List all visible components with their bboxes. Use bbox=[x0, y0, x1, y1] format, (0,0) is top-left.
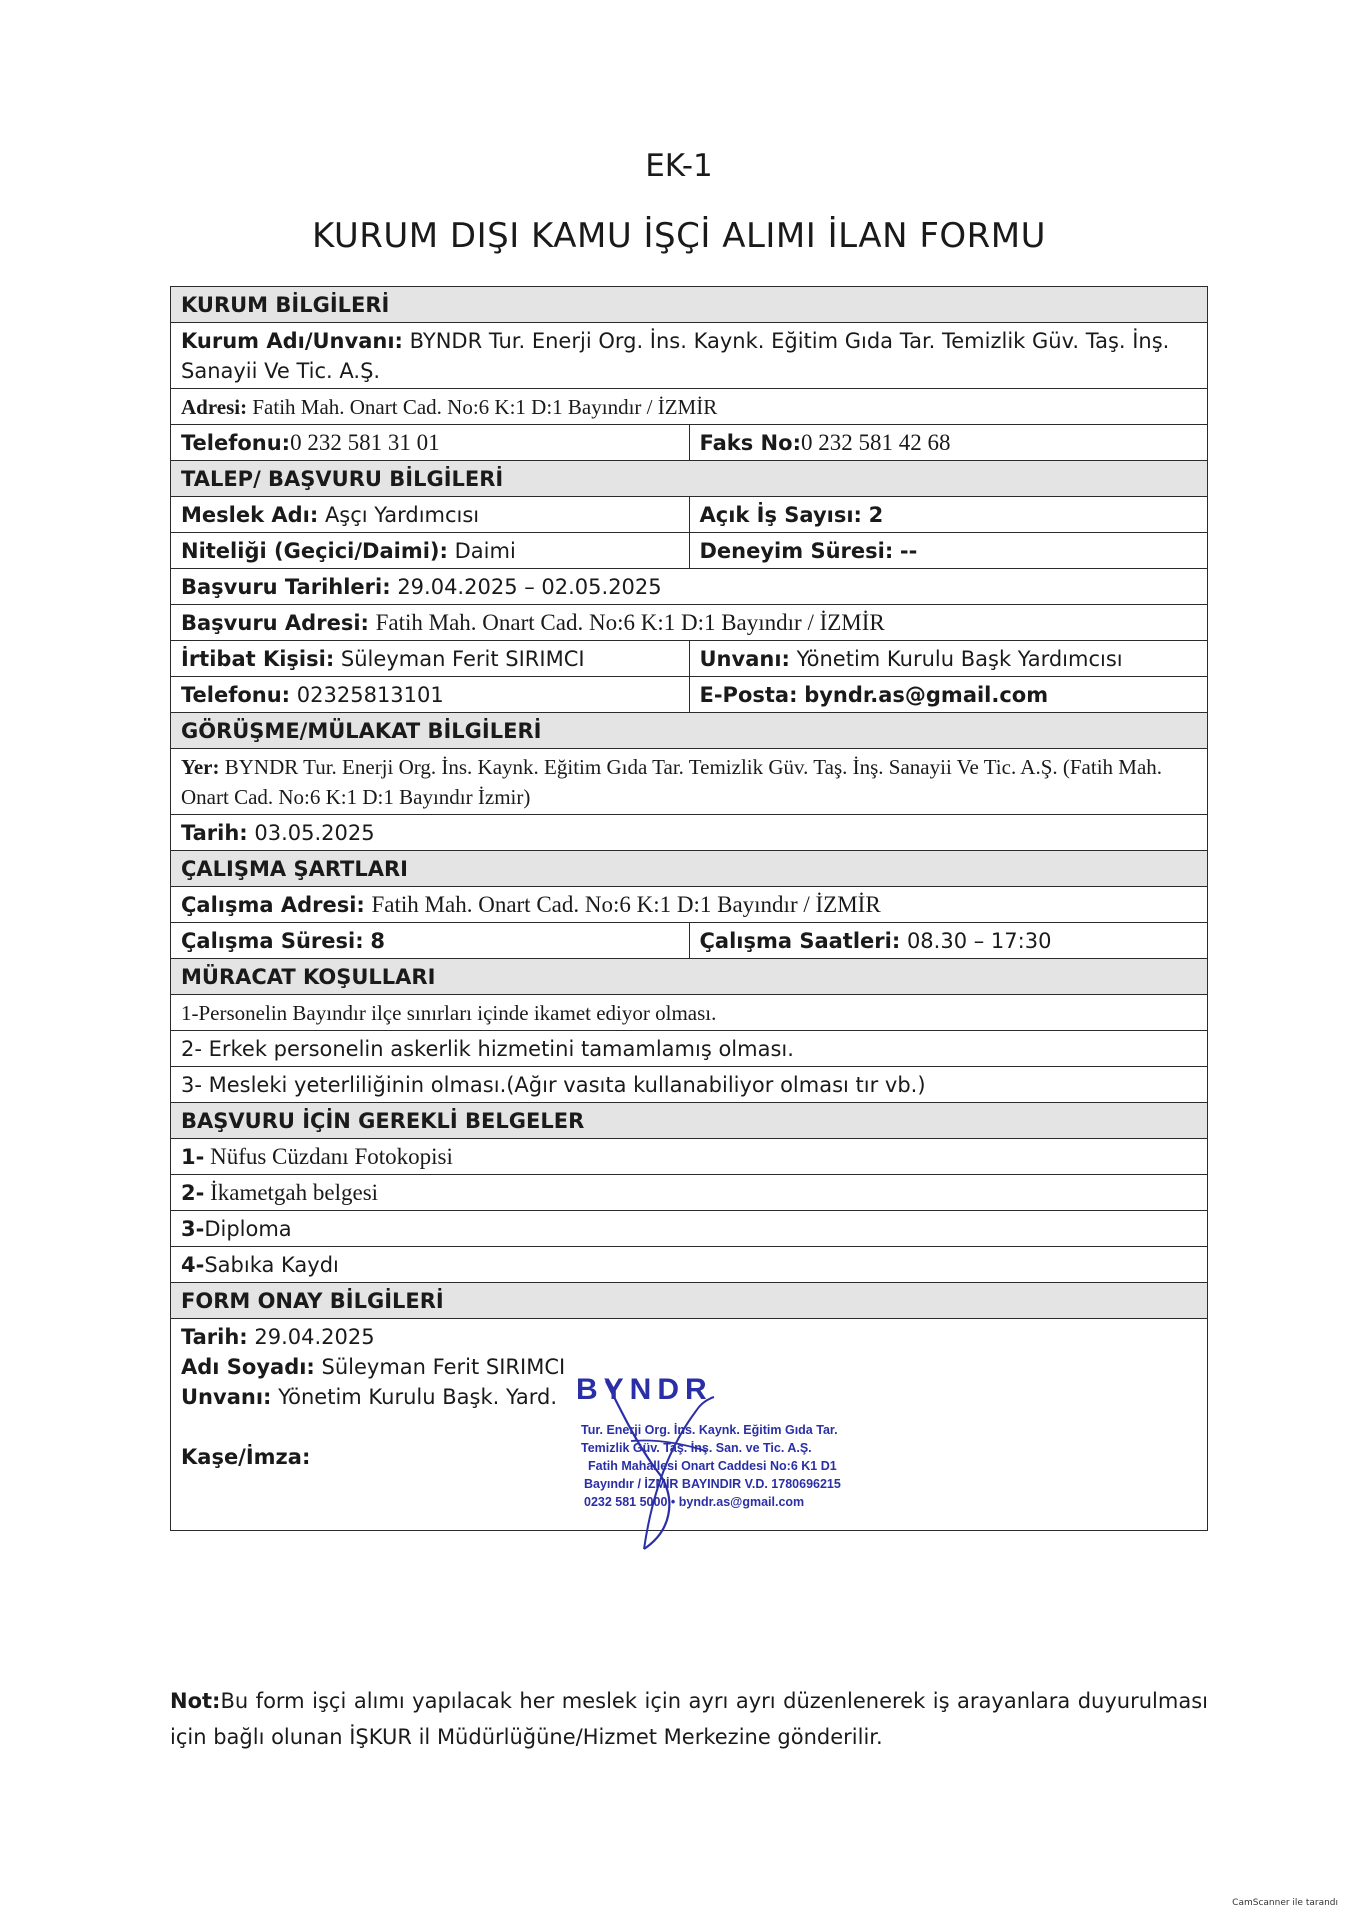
document-code: EK-1 bbox=[645, 148, 713, 184]
belge-text: Nüfus Cüzdanı Fotokopisi bbox=[204, 1144, 453, 1169]
gorusme-tarih-value: 03.05.2025 bbox=[254, 821, 375, 845]
eposta-value: byndr.as@gmail.com bbox=[804, 683, 1049, 707]
acik-is-label: Açık İş Sayısı: bbox=[699, 503, 862, 527]
calisma-saat-cell bbox=[689, 923, 1208, 959]
basvuru-tarih-cell bbox=[171, 569, 1208, 605]
onay-cell bbox=[171, 1319, 1208, 1531]
kurum-name-cell bbox=[171, 323, 1208, 389]
nitelik-cell bbox=[171, 533, 690, 569]
irtibat-cell bbox=[171, 641, 690, 677]
basvuru-adres-cell bbox=[171, 605, 1208, 641]
meslek-value: Aşçı Yardımcısı bbox=[324, 503, 480, 527]
onay-unvan-value: Yönetim Kurulu Başk. Yard. bbox=[278, 1385, 558, 1409]
kurum-name-value: BYNDR Tur. Enerji Org. İns. Kaynk. Eğitim Gıda Tar. Temizlik Güv. Taş. İnş. Sanayii Ve Tic. A.Ş. bbox=[181, 329, 1170, 383]
onay-unvan-label: Unvanı: bbox=[181, 1385, 272, 1409]
belge-num: 1- bbox=[181, 1145, 205, 1169]
basvuru-adres-label: Başvuru Adresi: bbox=[181, 611, 369, 635]
eposta-label: E-Posta: bbox=[699, 683, 798, 707]
onay-tarih-label: Tarih: bbox=[181, 1325, 248, 1349]
company-stamp bbox=[396, 1373, 841, 1551]
basvuru-tarih-label: Başvuru Tarihleri: bbox=[181, 575, 391, 599]
kurum-address-cell bbox=[171, 389, 1208, 425]
gorusme-tarih-cell bbox=[171, 815, 1208, 851]
onay-tarih-value: 29.04.2025 bbox=[254, 1325, 375, 1349]
kurum-fax-label: Faks No: bbox=[699, 431, 801, 455]
eposta-cell bbox=[689, 677, 1208, 713]
meslek-label: Meslek Adı: bbox=[181, 503, 319, 527]
belge-text: Sabıka Kaydı bbox=[204, 1253, 339, 1277]
kurum-fax-value: 0 232 581 42 68 bbox=[800, 430, 951, 455]
acik-is-cell bbox=[689, 497, 1208, 533]
belge-num: 3- bbox=[181, 1217, 205, 1241]
nitelik-label: Niteliği (Geçici/Daimi): bbox=[181, 539, 448, 563]
irtibat-label: İrtibat Kişisi: bbox=[181, 647, 335, 671]
note-text: Bu form işçi alımı yapılacak her meslek için ayrı ayrı düzenlenerek iş arayanlara duyurulması için bağlı olunan İŞKUR il Müdürlüğüne/Hizmet Merkezine gönderilir. bbox=[170, 1689, 1208, 1749]
calisma-sure-cell bbox=[171, 923, 690, 959]
basvuru-tarih-value: 29.04.2025 – 02.05.2025 bbox=[397, 575, 662, 599]
gorusme-yer-cell bbox=[171, 749, 1208, 815]
onay-ad-label: Adı Soyadı: bbox=[181, 1355, 315, 1379]
stamp-line: 0232 581 5000 • byndr.as@gmail.com bbox=[584, 1495, 805, 1509]
section-talep: TALEP/ BAŞVURU BİLGİLERİ bbox=[171, 461, 1208, 497]
scanner-watermark: CamScanner ile tarandı bbox=[1232, 1898, 1338, 1908]
onay-ad-value: Süleyman Ferit SIRIMCI bbox=[321, 1355, 566, 1379]
irtibat-unvan-label: Unvanı: bbox=[699, 647, 790, 671]
deneyim-label: Deneyim Süresi: bbox=[699, 539, 894, 563]
talep-tel-cell bbox=[171, 677, 690, 713]
kurum-address-value: Fatih Mah. Onart Cad. No:6 K:1 D:1 Bayındır / İZMİR bbox=[252, 395, 718, 419]
stamp-line: Tur. Enerji Org. İns. Kaynk. Eğitim Gıda Tar. bbox=[581, 1423, 838, 1437]
stamp-line: Bayındır / İZMİR BAYINDIR V.D. 1780696215 bbox=[584, 1477, 841, 1491]
calisma-sure-label: Çalışma Süresi: bbox=[181, 929, 364, 953]
kurum-phone-cell bbox=[171, 425, 690, 461]
calisma-saat-label: Çalışma Saatleri: bbox=[699, 929, 901, 953]
section-kurum: KURUM BİLGİLERİ bbox=[171, 287, 1208, 323]
talep-tel-value: 02325813101 bbox=[296, 683, 444, 707]
section-muracat: MÜRACAT KOŞULLARI bbox=[171, 959, 1208, 995]
belge-item bbox=[171, 1211, 1208, 1247]
kurum-phone-label: Telefonu: bbox=[181, 431, 291, 455]
deneyim-cell bbox=[689, 533, 1208, 569]
kurum-address-label: Adresi: bbox=[181, 395, 248, 419]
belge-item bbox=[171, 1175, 1208, 1211]
belge-item bbox=[171, 1139, 1208, 1175]
section-onay: FORM ONAY BİLGİLERİ bbox=[171, 1283, 1208, 1319]
muracat-item: 3- Mesleki yeterliliğinin olması.(Ağır vasıta kullanabiliyor olması tır vb.) bbox=[171, 1067, 1208, 1103]
note-label: Not: bbox=[170, 1689, 221, 1713]
section-belgeler: BAŞVURU İÇİN GEREKLİ BELGELER bbox=[171, 1103, 1208, 1139]
nitelik-value: Daimi bbox=[454, 539, 516, 563]
belge-text: Diploma bbox=[204, 1217, 292, 1241]
kase-label: Kaşe/İmza: bbox=[181, 1445, 311, 1469]
kurum-fax-cell bbox=[689, 425, 1208, 461]
form-title: KURUM DIŞI KAMU İŞÇİ ALIMI İLAN FORMU bbox=[311, 216, 1047, 256]
belge-num: 2- bbox=[181, 1181, 205, 1205]
gorusme-yer-value: BYNDR Tur. Enerji Org. İns. Kaynk. Eğitim Gıda Tar. Temizlik Güv. Taş. İnş. Sanayii Ve Tic. A.Ş. (Fatih Mah. Onart Cad. No:6 K:1 D:1 Bayındır İzmir) bbox=[181, 755, 1163, 809]
muracat-item: 2- Erkek personelin askerlik hizmetini tamamlamış olması. bbox=[171, 1031, 1208, 1067]
stamp-brand: BYNDR bbox=[576, 1373, 713, 1406]
kurum-name-label: Kurum Adı/Unvanı: bbox=[181, 329, 403, 353]
section-gorusme: GÖRÜŞME/MÜLAKAT BİLGİLERİ bbox=[171, 713, 1208, 749]
muracat-item: 1-Personelin Bayındır ilçe sınırları içinde ikamet ediyor olması. bbox=[171, 995, 1208, 1031]
irtibat-unvan-value: Yönetim Kurulu Başk Yardımcısı bbox=[796, 647, 1123, 671]
calisma-saat-value: 08.30 – 17:30 bbox=[906, 929, 1052, 953]
belge-text: İkametgah belgesi bbox=[204, 1180, 379, 1205]
belge-num: 4- bbox=[181, 1253, 205, 1277]
calisma-adres-label: Çalışma Adresi: bbox=[181, 893, 365, 917]
section-calisma: ÇALIŞMA ŞARTLARI bbox=[171, 851, 1208, 887]
talep-tel-label: Telefonu: bbox=[181, 683, 291, 707]
belge-item bbox=[171, 1247, 1208, 1283]
irtibat-unvan-cell bbox=[689, 641, 1208, 677]
acik-is-value: 2 bbox=[868, 503, 884, 527]
gorusme-yer-label: Yer: bbox=[181, 755, 220, 779]
calisma-adres-value: Fatih Mah. Onart Cad. No:6 K:1 D:1 Bayındır / İZMİR bbox=[371, 892, 881, 917]
irtibat-value: Süleyman Ferit SIRIMCI bbox=[340, 647, 585, 671]
footer-note bbox=[170, 1683, 1208, 1755]
meslek-cell bbox=[171, 497, 690, 533]
gorusme-tarih-label: Tarih: bbox=[181, 821, 248, 845]
onay-tarih-row bbox=[181, 1322, 1197, 1352]
application-form-table bbox=[170, 286, 1208, 1531]
kurum-phone-value: 0 232 581 31 01 bbox=[290, 430, 440, 455]
basvuru-adres-value: Fatih Mah. Onart Cad. No:6 K:1 D:1 Bayındır / İZMİR bbox=[375, 610, 885, 635]
stamp-line: Fatih Mahallesi Onart Caddesi No:6 K1 D1 bbox=[588, 1459, 837, 1473]
deneyim-value: -- bbox=[899, 539, 918, 563]
calisma-adres-cell bbox=[171, 887, 1208, 923]
stamp-line: Temizlik Güv. Taş. İnş. San. ve Tic. A.Ş. bbox=[581, 1441, 812, 1455]
calisma-sure-value: 8 bbox=[370, 929, 385, 953]
